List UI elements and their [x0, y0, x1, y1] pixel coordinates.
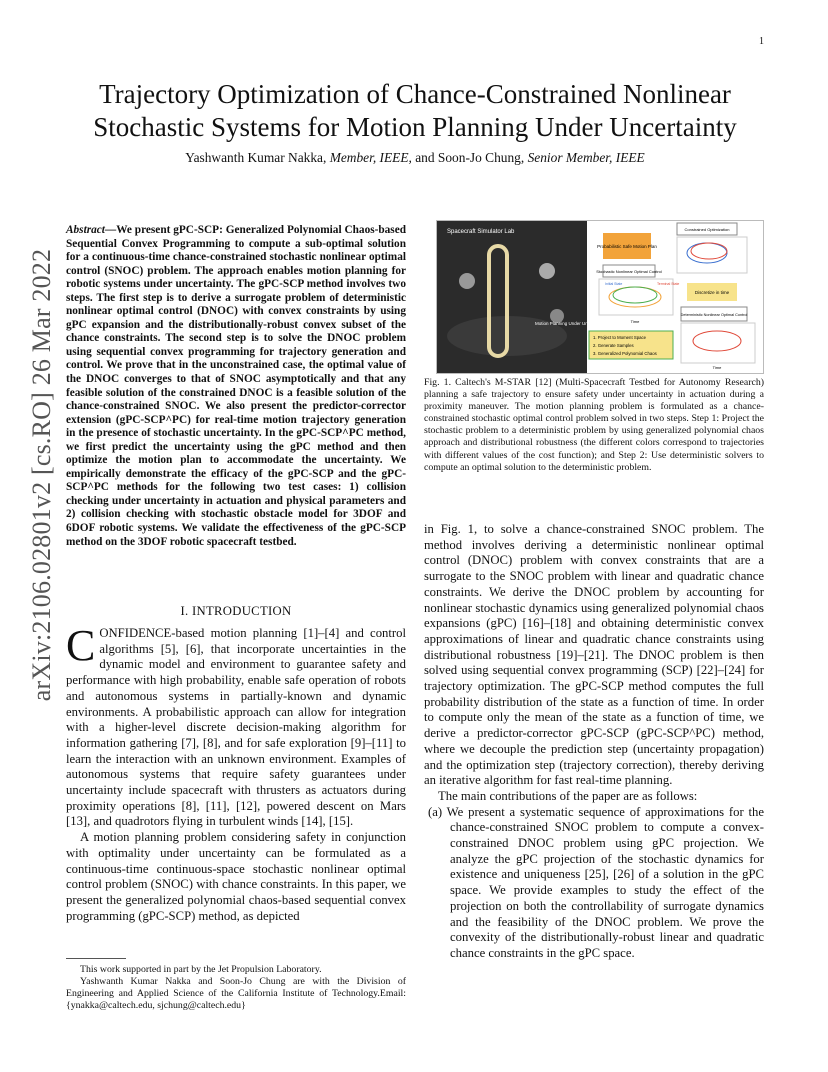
section-heading: I. INTRODUCTION [180, 604, 292, 618]
footnote-line-2: Yashwanth Kumar Nakka and Soon-Jo Chung are with the Division of Engineering and Applied Science of the California Institute of Technology.Email:{ynakka@caltech.edu, sjchung@caltech.edu} [66, 976, 406, 1011]
box-snoc-label: Stochastic Nonlinear Optimal Control [596, 269, 662, 274]
step-1: 1. Project to Moment Space [593, 335, 647, 340]
box-discretize-label: Discretize in time [694, 290, 730, 295]
box-dnoc-label: Deterministic Nonlinear Optimal Control [680, 313, 748, 317]
abstract [66, 224, 406, 549]
photo-sub: Motion Planning Under Uncertainty [535, 321, 605, 326]
step-2: 2. Generate Samples [593, 343, 634, 348]
footnote [66, 964, 406, 1012]
author-1-role: Member, IEEE, [329, 150, 412, 165]
time-label-bottom: Time [712, 365, 722, 370]
contribution-a: (a) We present a systematic sequence of approximations for the chance-constrained SNOC problem to compute a convex-constrained DNOC problem using gPC projection. We analyze the gPC projection of the stochastic dynamics for existence and uniqueness [25], [26] of a solution in the gPC space. We provide examples to study the effect of the projection on both the controllability of surrogate dynamics and the feasibility of the DNOC problem. We prove the convexity of the distributionally-robust linear and quadratic chance constraints in the gPC space. [428, 804, 764, 960]
right-paragraph-2: The main contributions of the paper are as follows: [438, 788, 698, 803]
paper-title: Trajectory Optimization of Chance-Constrained Nonlinear Stochastic Systems for Motion Planning Under Uncertainty [93, 79, 737, 142]
plot-bottom [681, 323, 755, 363]
footnote-rule [66, 958, 126, 959]
intro-paragraph-2: A motion planning problem considering safety in conjunction with optimality under uncertainty can be formulated as a continuous-time continuous-space stochastic nonlinear optimal control problem (SNOC) with chance constraints. In this paper, we present the generalized polynomial chaos-based sequential convex programming (gPC-SCP) method, as depicted [66, 830, 406, 923]
figure-diagram [437, 221, 763, 373]
arxiv-id: arXiv:2106.02801v2 [cs.RO] 26 Mar 2022 [27, 248, 56, 701]
box-constrained-label: Constrained Optimization [684, 227, 730, 232]
figure-caption: Fig. 1. Caltech's M-STAR [12] (Multi-Spacecraft Testbed for Autonomy Research) planning a safe trajectory to ensure safety under uncertainty in actuation during a proximity maneuver. The motion planning problem is formulated as a chance-constrained stochastic optimal control problem solved in two steps. Step 1: Project the stochastic problem to a deterministic problem by using generalized polynomial chaos approach and distributional robustness (the different colors correspond to trajectories with different values of the cost function); and Step 2: Use deterministic solvers to compute an optimal solution to the deterministic problem. [424, 377, 764, 473]
robot-1 [459, 273, 475, 289]
right-column [424, 522, 764, 962]
intro-p1-text: ONFIDENCE-based motion planning [1]–[4] and control algorithms [5], [6], that incorporate uncertainties in the dynamic model and environment to guarantee safety and performance with high probability, enable safe operation of robots and autonomous systems in partially-known and dynamic environments. A probabilistic approach can allow for integration with a higher-level discrete decision-making algorithm for information gathering [7], [8], and for safe exploration [9]–[11] to learn the interaction with an unknown environment. Examples of autonomous systems that require safety guarantees under uncertainty include spacecraft with thrusters as actuators during proximity operations [8], [11], [12], powered descent on Mars [13], and quadrotors flying in turbulent winds [14], [15]. [66, 626, 406, 829]
box-safe-plan-label: Probabilistic Safe Motion Plan [597, 244, 657, 249]
photo-label: Spacecraft Simulator Lab [447, 229, 515, 235]
robot-2 [539, 263, 555, 279]
dropcap: C [66, 621, 96, 670]
intro-column [66, 621, 406, 924]
abstract-label: Abstract [66, 224, 105, 236]
right-paragraph-1: in Fig. 1, to solve a chance-constrained SNOC problem. The method involves deriving a deterministic nonlinear optimal control (DNOC) problem with convex constraints that are a surrogate to the SNOC problem with linear and quadratic chance constraints. We derive the DNOC problem by accounting for nonlinear stochastic dynamics using generalized polynomial chaos expansions (gPC) [16]–[18] and obtaining deterministic convex approximations of linear and quadratic chance constraints using distributional robustness [19]–[21]. The DNOC problem is then solved using sequential convex programming (SCP) [22]–[24] for trajectory optimization. The gPC-SCP method computes the full probability distribution of the state as a function of time. In order to compute only the mean of the state as a function of time, we derive a predictor-corrector gPC-SCP (gPC-SCP^PC) method, where we decouple the prediction step (uncertainty propagation) and the optimization step (trajectory correction), thereby deriving an iterative algorithm for fast real-time planning. [424, 522, 764, 788]
figure-1 [436, 220, 764, 374]
author-line [70, 150, 760, 166]
terminal-state-label: Terminal State [657, 282, 680, 286]
intro-paragraph-1 [66, 621, 406, 830]
page-number: 1 [759, 36, 764, 47]
step-3: 3. Generalized Polynomial Chaos [593, 351, 657, 356]
author-1: Yashwanth Kumar Nakka, [185, 150, 327, 165]
author-conj: and Soon-Jo Chung, [415, 150, 525, 165]
footnote-line-1: This work supported in part by the Jet Propulsion Laboratory. [80, 964, 322, 975]
arxiv-stamp [18, 248, 66, 701]
initial-state-label: Initial State [605, 282, 623, 286]
author-2-role: Senior Member, IEEE [527, 150, 645, 165]
abstract-text: —We present gPC-SCP: Generalized Polynomial Chaos-based Sequential Convex Programming to compute a sub-optimal solution for a continuous-time chance-constrained stochastic nonlinear optimal control (SNOC) problem. The approach enables motion planning for robotic systems under uncertainty. The gPC-SCP method involves two steps. The first step is to derive a surrogate problem of deterministic nonlinear optimal control (DNOC) with convex constraints by using gPC expansion and the distributionally-robust convex subset of the chance constraints. The second step is to solve the DNOC problem using sequential convex programming for trajectory generation and control. We prove that in the unconstrained case, the optimal value of the DNOC converges to that of SNOC asymptotically and that any feasible solution of the constrained DNOC is a feasible solution of the chance-constrained SNOC. We also present the predictor-corrector extension (gPC-SCP^PC) for real-time motion trajectory generation in the presence of stochastic uncertainty. In the gPC-SCP^PC method, we first predict the uncertainty using the gPC method and then optimize the motion plan to accommodate the uncertainty. We empirically demonstrate the efficacy of the gPC-SCP and the gPC-SCP^PC methods for the following two test cases: 1) collision checking under uncertainty in actuation and physical parameters and 2) collision checking with stochastic obstacle model for 3DOF and 6DOF robotic systems. We validate the effectiveness of the gPC-SCP method on the 3DOF robotic spacecraft testbed. [66, 224, 406, 548]
time-label-mid: Time [630, 319, 640, 324]
